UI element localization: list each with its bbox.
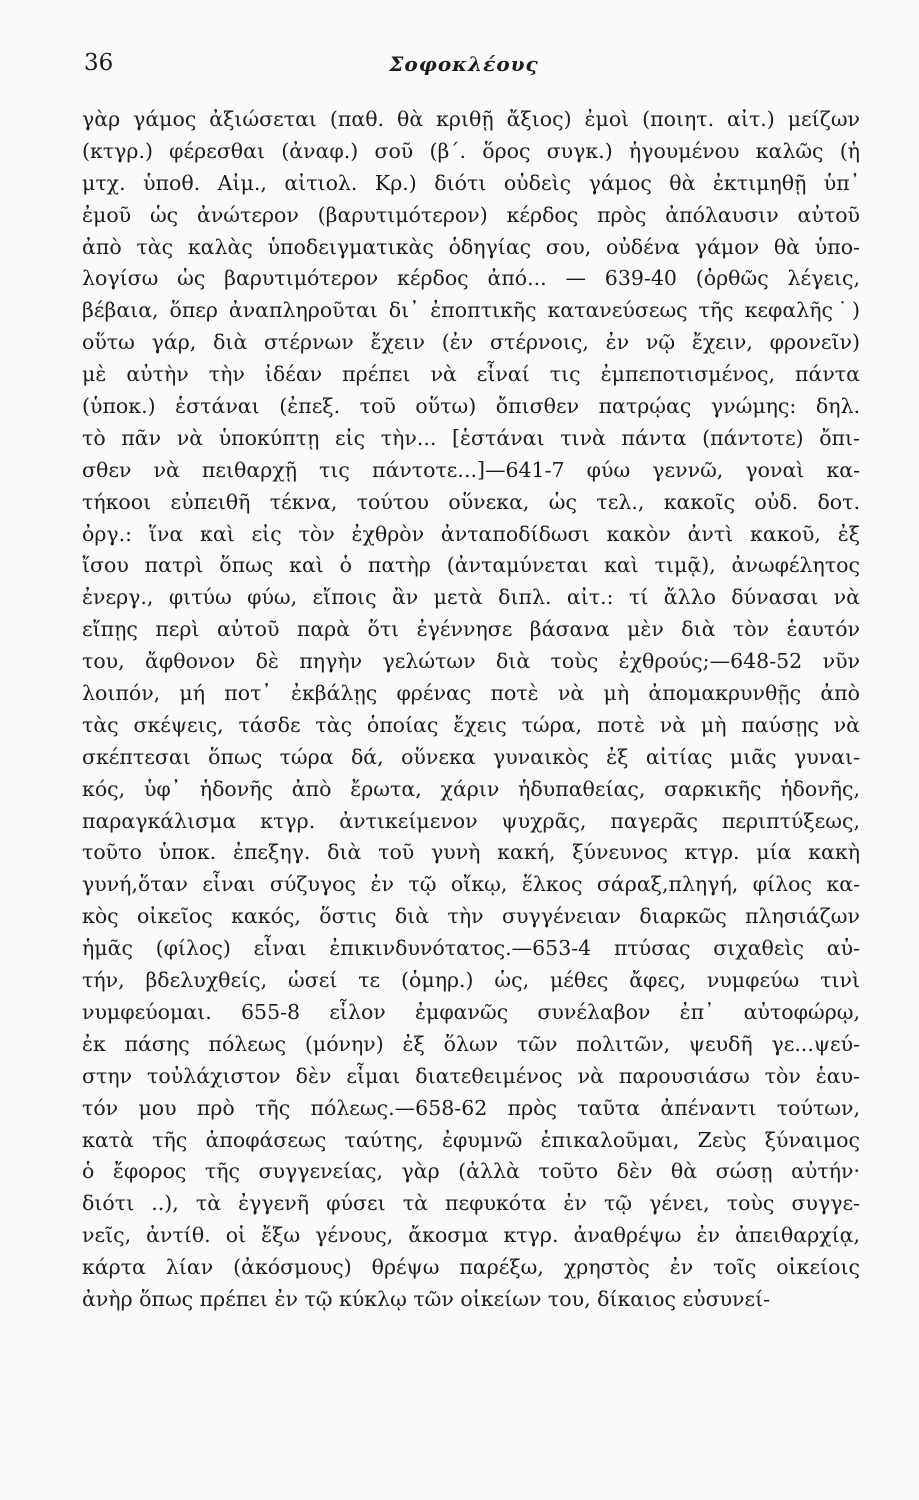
text-line: στην τοὐλάχιστον δὲν εἶμαι διατεθειμένος νὰ παρουσιάσω τὸν ἑαυ- — [82, 1063, 860, 1088]
text-line: λοιπόν, μή ποτ᾿ ἐκβάλῃς φρένας ποτὲ νὰ μὴ ἀπομακρυνθῇς ἀπὸ — [82, 681, 860, 706]
text-line: τοῦτο ὑποκ. ἐπεξηγ. διὰ τοῦ γυνὴ κακή, ξύνευνος κτγρ. μία κακὴ — [82, 840, 860, 865]
text-line: τήν, βδελυχθείς, ὡσεί τε (ὁμηρ.) ὡς, μέθες ἄφες, νυμφεύω τινὶ — [82, 968, 860, 993]
running-title: Σοφοκλέους — [389, 52, 539, 76]
text-line: νεῖς, ἀντίθ. οἱ ἔξω γένους, ἄκοσμα κτγρ. ἀναθρέψω ἐν ἀπειθαρχίᾳ, — [82, 1223, 860, 1248]
text-line: γὰρ γάμος ἀξιώσεται (παθ. θὰ κριθῇ ἄξιος) ἐμοὶ (ποιητ. αἰτ.) μείζων — [82, 107, 860, 131]
text-line: νυμφεύομαι. 655-8 εἷλον ἐμφανῶς συνέλαβον ἐπ᾿ αὐτοφώρῳ, — [82, 999, 860, 1024]
text-line: ἐνεργ., φιτύω φύω, εἴποις ἂν μετὰ διπλ. αἰτ.: τί ἄλλο δύνασαι νὰ — [82, 585, 860, 610]
text-line: κατὰ τῆς ἀποφάσεως ταύτης, ἐφυμνῶ ἐπικαλοῦμαι, Ζεὺς ξύναιμος — [82, 1127, 860, 1152]
text-line: (κτγρ.) φέρεσθαι (ἀναφ.) σοῦ (β΄. ὅρος συγκ.) ἡγουμένου καλῶς (ἡ — [82, 138, 860, 163]
text-line: ἴσου πατρὶ ὅπως καὶ ὁ πατὴρ (ἀνταμύνεται καὶ τιμᾷ), ἀνωφέλητος — [82, 553, 860, 578]
text-line: κάρτα λίαν (ἀκόσμους) θρέψω παρέξω, χρηστὸς ἐν τοῖς οἰκείοις — [82, 1255, 860, 1280]
text-line: ἐμοῦ ὡς ἀνώτερον (βαρυτιμότερον) κέρδος πρὸς ἀπόλαυσιν αὐτοῦ — [82, 202, 860, 227]
text-line: σθεν νὰ πειθαρχῇ τις πάντοτε...]—641-7 φύω γεννῶ, γοναὶ κα- — [82, 457, 860, 482]
text-line: παραγκάλισμα κτγρ. ἀντικείμενον ψυχρᾶς, παγερᾶς περιπτύξεως, — [82, 808, 860, 833]
text-line: μὲ αὐτὴν τὴν ἰδέαν πρέπει νὰ εἶναί τις ἐμπεποτισμένος, πάντα — [82, 362, 860, 387]
text-line: τόν μου πρὸ τῆς πόλεως.—658-62 πρὸς ταῦτα ἀπέναντι τούτων, — [82, 1095, 860, 1120]
text-line: βέβαια, ὅπερ ἀναπληροῦται δι᾿ ἐποπτικῆς κατανεύσεως τῆς κεφαλῆς˙) — [82, 298, 860, 323]
page-header — [84, 50, 844, 90]
text-line: γυνή,ὅταν εἶναι σύζυγος ἐν τῷ οἴκῳ, ἕλκος σάραξ,πληγή, φίλος κα- — [82, 872, 860, 897]
text-line: εἴπῃς περὶ αὐτοῦ παρὰ ὅτι ἐγέννησε βάσανα μὲν διὰ τὸν ἑαυτόν — [82, 617, 860, 642]
text-line: διότι ..), τὰ ἐγγενῆ φύσει τὰ πεφυκότα ἐν τῷ γένει, τοὺς συγγε- — [82, 1191, 860, 1216]
text-line: μτχ. ὑποθ. Αἰμ., αἰτιολ. Κρ.) διότι οὐδεὶς γάμος θὰ ἐκτιμηθῇ ὑπ᾿ — [82, 170, 860, 195]
text-line: οὕτω γάρ, διὰ στέρνων ἔχειν (ἐν στέρνοις, ἐν νῷ ἔχειν, φρονεῖν) — [82, 330, 860, 355]
text-line: ἀνὴρ ὅπως πρέπει ἐν τῷ κύκλῳ τῶν οἰκείων του, δίκαιος εὐσυνεί- — [82, 1286, 771, 1311]
text-line: (ὑποκ.) ἑστάναι (ἐπεξ. τοῦ οὕτω) ὄπισθεν πατρῴας γνώμης: δηλ. — [82, 394, 860, 419]
text-line: λογίσω ὡς βαρυτιμότερον κέρδος ἀπό... — 639-40 (ὀρθῶς λέγεις, — [82, 266, 860, 291]
text-line: του, ἄφθονον δὲ πηγὴν γελώτων διὰ τοὺς ἐχθρούς;—648-52 νῦν — [82, 649, 860, 674]
text-line: σκέπτεσαι ὅπως τώρα δά, οὕνεκα γυναικὸς ἐξ αἰτίας μιᾶς γυναι- — [82, 744, 860, 769]
text-line: κὸς οἰκεῖος κακός, ὅστις διὰ τὴν συγγένειαν διαρκῶς πλησιάζων — [82, 904, 860, 929]
text-line: τὰς σκέψεις, τάσδε τὰς ὁποίας ἔχεις τώρα, ποτὲ νὰ μὴ παύσῃς νὰ — [82, 712, 860, 737]
text-line: ἡμᾶς (φίλος) εἶναι ἐπικινδυνότατος.—653-4 πτύσας σιχαθεὶς αὐ- — [82, 936, 860, 961]
text-line: τήκοοι εὐπειθῆ τέκνα, τούτου οὕνεκα, ὡς τελ., κακοῖς οὐδ. δοτ. — [82, 489, 860, 514]
text-line: τὸ πᾶν νὰ ὑποκύπτῃ εἰς τὴν... [ἑστάναι τινὰ πάντα (πάντοτε) ὄπι- — [82, 425, 860, 450]
text-line: ὁ ἔφορος τῆς συγγενείας, γὰρ (ἀλλὰ τοῦτο δὲν θὰ σώσῃ αὐτήν· — [82, 1159, 860, 1184]
text-line: ἀπὸ τὰς καλὰς ὑποδειγματικὰς ὁδηγίας σου, οὐδένα γάμον θὰ ὑπο- — [82, 234, 860, 259]
page-number: 36 — [84, 50, 114, 76]
commentary-text — [82, 104, 860, 1316]
text-line: ὀργ.: ἵνα καὶ εἰς τὸν ἐχθρὸν ἀνταποδίδωσι κακὸν ἀντὶ κακοῦ, ἐξ — [82, 521, 860, 546]
text-line: κός, ὑφ᾿ ἡδονῆς ἀπὸ ἔρωτα, χάριν ἡδυπαθείας, σαρκικῆς ἡδονῆς, — [82, 776, 860, 801]
text-line: ἐκ πάσης πόλεως (μόνην) ἐξ ὅλων τῶν πολιτῶν, ψευδῆ γε...ψεύ- — [82, 1031, 860, 1056]
